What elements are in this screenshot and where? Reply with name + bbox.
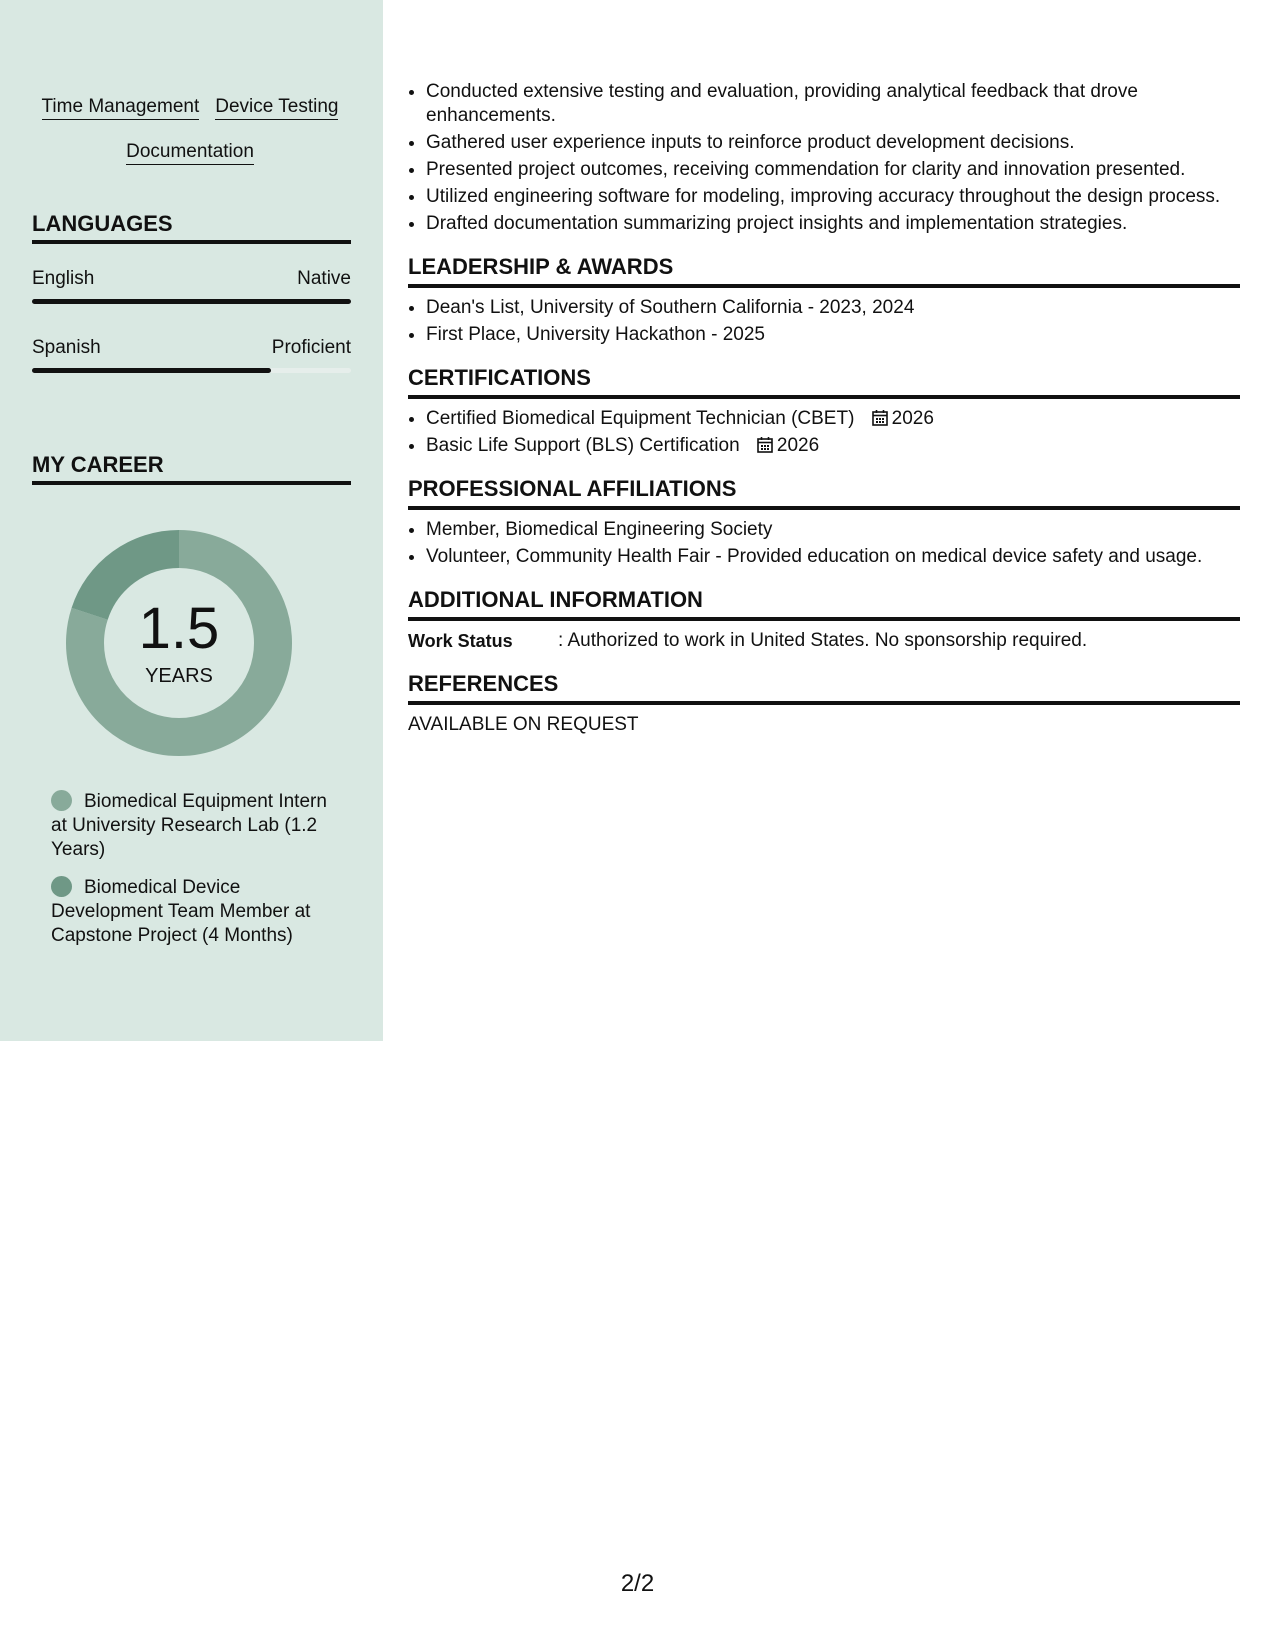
certification-year: 2026 [891, 408, 934, 429]
languages-heading: LANGUAGES [32, 211, 351, 244]
leadership-heading: LEADERSHIP & AWARDS [408, 254, 1240, 288]
work-status-label: Work Status [408, 631, 513, 651]
legend-label: Biomedical Equipment Intern at University Research Lab (1.2 Years) [51, 791, 327, 860]
language-bar [32, 299, 351, 304]
list-item: • Dean's List, University of Southern California - 2023, 2024 [426, 296, 1240, 320]
language-level: Proficient [271, 337, 351, 358]
list-item [426, 407, 1240, 431]
references-text: AVAILABLE ON REQUEST [408, 714, 639, 735]
calendar-icon [757, 436, 773, 453]
legend-dot [51, 790, 72, 811]
list-item: • Drafted documentation summarizing project insights and implementation strategies. [426, 212, 1240, 236]
language-level: Native [297, 268, 351, 289]
affiliations-heading: PROFESSIONAL AFFILIATIONS [408, 476, 1240, 510]
legend-label: Biomedical Device Development Team Member at Capstone Project (4 Months) [51, 877, 311, 946]
list-item [426, 434, 1240, 458]
references-heading: REFERENCES [408, 671, 1240, 705]
skill-tag: Time Management [42, 95, 200, 120]
page-number: 2/2 [620, 1570, 655, 1597]
list-item: • First Place, University Hackathon - 2025 [426, 323, 1240, 347]
sidebar [0, 0, 383, 1041]
career-donut-chart [66, 530, 292, 756]
skill-tag: Device Testing [215, 95, 338, 120]
list-item: • Conducted extensive testing and evaluation, providing analytical feedback that drove enhancements. [426, 80, 1240, 128]
legend-dot [51, 876, 72, 897]
language-name: Spanish [32, 337, 101, 358]
skill-tag: Documentation [126, 140, 254, 165]
certifications-list [408, 407, 1240, 458]
career-legend-item [51, 790, 341, 862]
list-item: • Member, Biomedical Engineering Society [426, 518, 1240, 542]
certification-name: Basic Life Support (BLS) Certification [426, 435, 740, 456]
language-bar [32, 368, 351, 373]
list-item: • Volunteer, Community Health Fair - Provided education on medical device safety and usage. [426, 545, 1240, 569]
list-item: • Presented project outcomes, receiving commendation for clarity and innovation presented. [426, 158, 1240, 182]
language-name: English [32, 268, 95, 289]
affiliations-list [408, 518, 1240, 569]
language-bar-fill [32, 368, 271, 373]
additional-info-heading: ADDITIONAL INFORMATION [408, 587, 1240, 621]
certification-year: 2026 [776, 435, 820, 456]
calendar-icon [872, 409, 888, 426]
work-status-value: : Authorized to work in United States. No sponsorship required. [558, 630, 1088, 651]
list-item: • Utilized engineering software for modeling, improving accuracy throughout the design process. [426, 185, 1240, 209]
certification-name: Certified Biomedical Equipment Technician (CBET) [426, 408, 855, 429]
language-row [32, 337, 351, 359]
career-heading: MY CAREER [32, 452, 351, 485]
career-legend-item [51, 876, 341, 948]
language-bar-fill [32, 299, 351, 304]
language-row [32, 268, 351, 290]
career-total: 1.5 [138, 596, 220, 661]
leadership-list [408, 296, 1240, 347]
certifications-heading: CERTIFICATIONS [408, 365, 1240, 399]
career-unit: YEARS [145, 665, 213, 687]
main-content [408, 80, 1240, 737]
skills-list [20, 84, 360, 174]
work-status-row [408, 629, 1240, 653]
list-item: • Gathered user experience inputs to reinforce product development decisions. [426, 131, 1240, 155]
experience-bullets [408, 80, 1240, 236]
